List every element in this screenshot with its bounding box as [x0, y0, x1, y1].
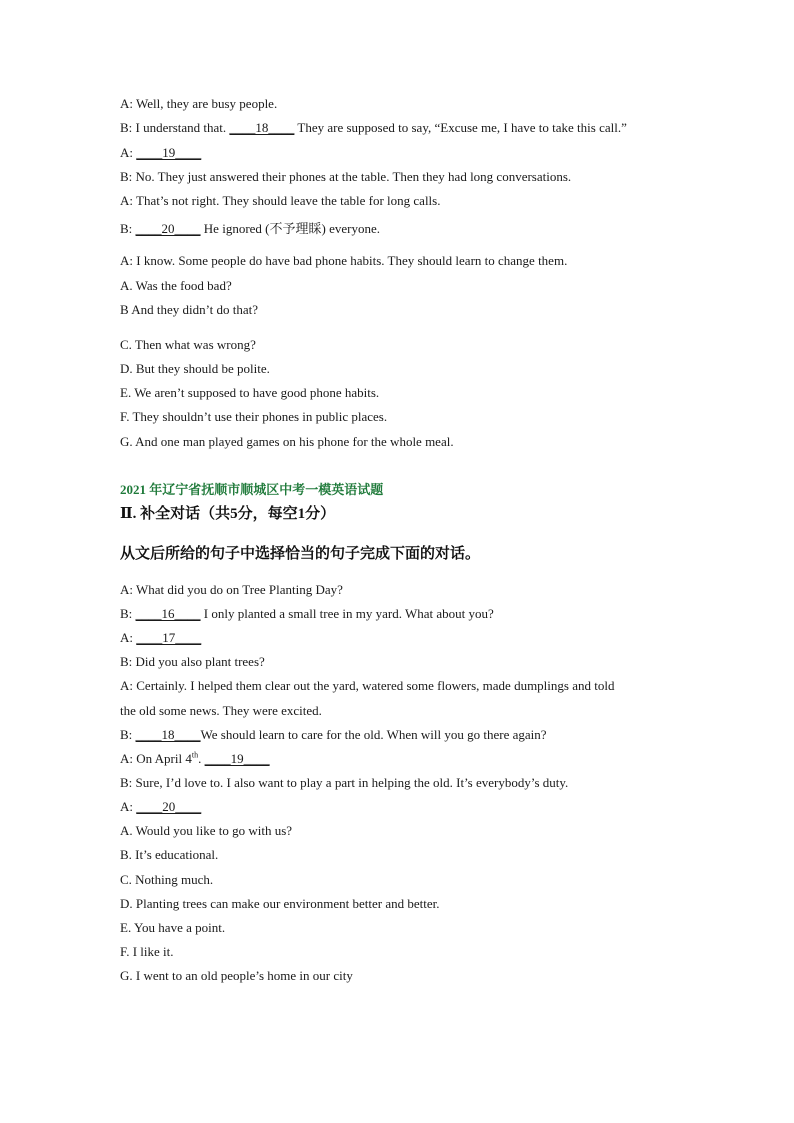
line-prefix: A:	[120, 630, 137, 645]
line-suffix: I only planted a small tree in my yard. What about you?	[200, 606, 494, 621]
option-item: G. And one man played games on his phone for the whole meal.	[120, 434, 454, 449]
dialogue-line	[120, 606, 494, 622]
ordinal-suffix: th	[191, 750, 199, 760]
dialogue-line: the old some news. They were excited.	[120, 703, 322, 718]
answer-blank-20[interactable]: ____20____	[136, 799, 202, 814]
section-title: Ⅱ. 补全对话（共5分，每空1分）	[120, 506, 336, 522]
dialogue-line: B: Did you also plant trees?	[120, 654, 265, 669]
option-item: D. But they should be polite.	[120, 361, 270, 376]
answer-blank-19[interactable]: ____19____	[204, 751, 270, 766]
answer-blank-18[interactable]: ____18____	[229, 120, 295, 135]
option-item: A. Was the food bad?	[120, 278, 232, 293]
line-mid: .	[198, 751, 205, 766]
answer-blank-16[interactable]: ____16____	[135, 606, 201, 621]
option-item: C. Then what was wrong?	[120, 337, 256, 352]
line-prefix: A:	[120, 145, 137, 160]
dialogue-line	[120, 727, 547, 743]
answer-blank-18[interactable]: ____18____	[135, 727, 201, 742]
line-prefix: B: I understand that.	[120, 120, 230, 135]
dialogue-line	[120, 145, 201, 161]
line-prefix: B:	[120, 727, 136, 742]
dialogue-line: B: No. They just answered their phones at the table. Then they had long conversations.	[120, 169, 572, 184]
dialogue-line	[120, 751, 270, 767]
line-suffix: He ignored (不予理睬) everyone.	[200, 221, 380, 236]
answer-blank-19[interactable]: ____19____	[136, 145, 202, 160]
line-suffix: They are supposed to say, “Excuse me, I have to take this call.”	[294, 120, 627, 135]
dialogue-line: A: Well, they are busy people.	[120, 96, 278, 111]
option-item: F. I like it.	[120, 944, 174, 959]
option-item: E. You have a point.	[120, 920, 226, 935]
dialogue-line: A: I know. Some people do have bad phone habits. They should learn to change them.	[120, 253, 568, 268]
option-item: G. I went to an old people’s home in our city	[120, 968, 353, 983]
answer-blank-20[interactable]: ____20____	[135, 221, 201, 236]
line-prefix: B:	[120, 606, 136, 621]
option-item: F. They shouldn’t use their phones in public places.	[120, 409, 388, 424]
option-item: B And they didn’t do that?	[120, 302, 259, 317]
option-item: A. Would you like to go with us?	[120, 823, 293, 838]
dialogue-line: B: Sure, I’d love to. I also want to play a part in helping the old. It’s everybody’s duty.	[120, 775, 569, 790]
option-item: C. Nothing much.	[120, 872, 214, 887]
line-prefix: A: On April 4	[120, 751, 192, 766]
line-prefix: B:	[120, 221, 136, 236]
exam-source-title: 2021 年辽宁省抚顺市顺城区中考一模英语试题	[120, 482, 384, 497]
option-item: B. It’s educational.	[120, 847, 219, 862]
dialogue-line	[120, 630, 201, 646]
dialogue-line: A: That’s not right. They should leave the table for long calls.	[120, 193, 441, 208]
line-suffix: We should learn to care for the old. When will you go there again?	[200, 727, 547, 742]
option-item: E. We aren’t supposed to have good phone habits.	[120, 385, 380, 400]
instruction-text: 从文后所给的句子中选择恰当的句子完成下面的对话。	[120, 546, 481, 562]
dialogue-line: A: What did you do on Tree Planting Day?	[120, 582, 343, 597]
answer-blank-17[interactable]: ____17____	[136, 630, 202, 645]
dialogue-line	[120, 799, 201, 815]
dialogue-line: A: Certainly. I helped them clear out the yard, watered some flowers, made dumplings and told	[120, 678, 615, 693]
dialogue-line	[120, 221, 380, 237]
line-prefix: A:	[120, 799, 137, 814]
dialogue-line	[120, 120, 627, 136]
option-item: D. Planting trees can make our environment better and better.	[120, 896, 440, 911]
